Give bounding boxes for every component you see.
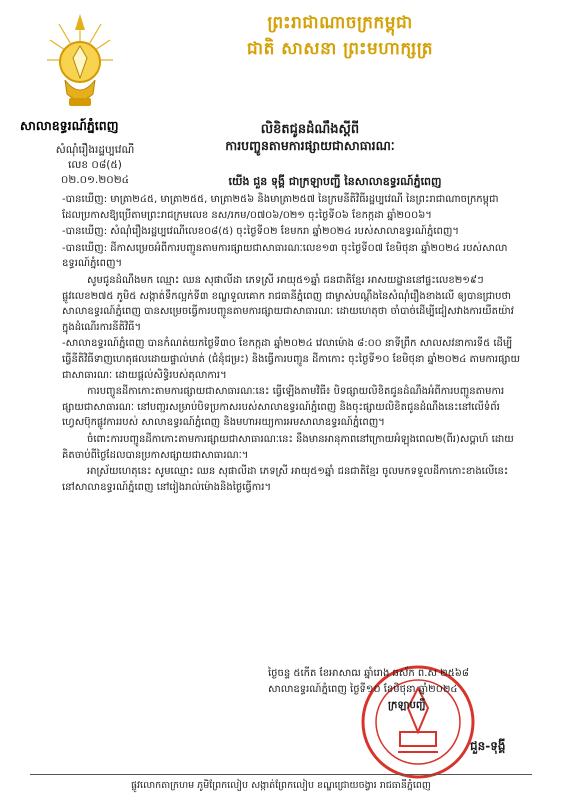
- document-body: [62, 192, 520, 496]
- paragraph-hearing: -សាលាឧទ្ធរណ៍ភ្នំពេញ បានកំណត់យកថ្ងៃទី៣០ ខែកក្កដា ឆ្នាំ២០២៤ វេលាម៉ោង ៨:០០ នាទីព្រឹក សាលសវនាការទី៥ ដើម្បីធ្វើនីតិវិធីទាញហេតុផលដោយផ្ទាល់មាត់ (ជំនុំជម្រះ) និងធ្វើការបញ្ជូន ដីកាកោះ ចុះថ្ងៃទី១០ ខែមិថុនា ឆ្នាំ២០២៤ តាមការផ្សាយជាសាធារណៈ ដោយផ្តល់សិទ្ធិរបស់តុលាការ។: [62, 338, 520, 381]
- document-subtitle: ការបញ្ចូនតាមការផ្សាយជាសាធារណៈ: [225, 138, 395, 153]
- paragraph-effect: ចំពោះការបញ្ជូនដីកាកោះតាមការផ្សាយជាសាធារណៈនេះ នឹងមានអានុភាពនៅក្រោយអំឡុងពេល២(ពីរ)សប្តាហ៍ ដោយគិតចាប់ពីថ្ងៃដែលបានប្រកាសផ្សាយជាសាធារណៈ។: [62, 433, 514, 461]
- signatory-role: ក្រឡាបញ្ជី: [388, 700, 426, 711]
- issuer-line: យើង ជួន ទុង្គី ជាក្រឡាបញ្ជី នៃសាលាឧទ្ធរណ៍ភ្នំពេញ: [228, 175, 442, 188]
- court-name: សាលាឧទ្ធរណ៍ភ្នំពេញ: [20, 118, 119, 133]
- signature-name: ជួន-ទុង្គី: [470, 739, 506, 753]
- paragraph-method: ការបញ្ចូនដីកាកោះតាមការផ្សាយជាសាធារណៈនេះ ធ្វើឡើងតាមវិធី៖ បិទផ្សាយលិខិតជូនដំណឹងអំពីការបញ្ជូនតាមការផ្សាយជាសាធារណៈ នៅបញ្ជរសម្រាប់បិទប្រកាសរបស់សាលាឧទ្ធរណ៍ភ្នំពេញ និងចុះផ្សាយលិខិតជូនដំណឹងនេះនៅលើទំព័រហ្វេសប៊ុកផ្លូវការរបស់ សាលាឧទ្ធរណ៍ភ្នំពេញ និងមហាអយ្យការអមសាលាឧទ្ធរណ៍ភ្នំពេញ។: [62, 386, 505, 429]
- place-date: សាលាឧទ្ធរណ៍ភ្នំពេញ ថ្ងៃទី១០ ខែមិថុនា ឆ្នាំ២០២៤: [268, 684, 458, 695]
- footer-divider: [30, 774, 532, 775]
- footer-address: ផ្លូវលោកតាក្រហម ភូមិព្រែកលៀប សង្កាត់ព្រែកលៀប ខណ្ឌជ្រោយចង្វារ រាជធានីភ្នំពេញ: [131, 780, 431, 791]
- royal-emblem-icon: [45, 10, 115, 112]
- paragraph-legal-basis-1: -បានឃើញ: មាត្រា២៤៥, មាត្រា២៥៥, មាត្រា២៥៦ និងមាត្រា២៥៧ នៃក្រមនីតិវិធីរដ្ឋប្បវេណី នៃព្រះរាជាណាចក្រកម្ពុជា ដែលប្រកាសឱ្យប្រើតាមព្រះរាជក្រមលេខ នស/រកម/០៧០៦/០២១ ចុះថ្ងៃទី០៦ ខែកក្កដា ឆ្នាំ២០០៦។: [62, 194, 499, 221]
- document-title: លិខិតជូនដំណឹងស្តីពី: [260, 122, 360, 137]
- case-reference: [30, 143, 160, 188]
- lunar-date: ថ្ងៃចន្ទ ៥កើត ខែអាសាឍ ឆ្នាំរោង ឆស័ក ព.ស ២៥៦៨: [268, 668, 469, 679]
- kingdom-heading: ព្រះរាជាណាចក្រកម្ពុជា: [267, 13, 413, 33]
- paragraph-legal-basis-3: -បានឃើញ: ដីកាសម្រេចអំពីការបញ្ជូនតាមការផ្សាយជាសាធារណៈលេខ១៣ ចុះថ្ងៃទី០៧ ខែមិថុនា ឆ្នាំ២០២៤ របស់សាលាឧទ្ធរណ៍ភ្នំពេញ។: [62, 242, 508, 270]
- case-number: លេខ ០៨(៥): [68, 159, 122, 171]
- paragraph-notice: សូមជូនដំណឹងមក ឈ្មោះ ឈន សុផាលីដា ភេទស្រី អាយុ៥១ឆ្នាំ ជនជាតិខ្មែរ អាសយដ្ឋាននៅផ្ទះលេខ២១៩ៗ ផ្លូវលេខ២៧៥ ភូមិ៥ សង្កាត់ទឹកល្អក់ទី៣ ខណ្ឌទួលគោក រាជធានីភ្នំពេញ ជាម្ចាស់បណ្តឹងនៃសំណុំរឿងខាងលើ ឲ្យបានជ្រាបថា សាលាឧទ្ធរណ៍ភ្នំពេញ បានសម្រេចធ្វើការបញ្ជូនតាមការផ្សាយជាសាធារណៈ ដោយហេតុថា ចាំបាច់ដើម្បីជៀសវាងការយឺតយ៉ាវក្នុងដំណើរការនីតិវិធី។: [62, 274, 514, 333]
- paragraph-legal-basis-2: -បានឃើញ: សំណុំរឿងរដ្ឋប្បវេណីលេខ០៨(៥) ចុះថ្ងៃទី០២ ខែមករា ឆ្នាំ២០២៤ របស់សាលាឧទ្ធរណ៍ភ្នំពេញ។: [62, 226, 459, 238]
- case-label: សំណុំរឿងរដ្ឋប្បវេណី: [55, 144, 135, 156]
- case-date: ០២.០១.២០២៤: [60, 174, 130, 186]
- national-motto: ជាតិ សាសនា ព្រះមហាក្សត្រ: [246, 39, 434, 59]
- closing-block: [268, 666, 518, 714]
- paragraph-conclusion: អាស្រ័យហេតុនេះ សូមឈ្មោះ ឈន សុផាលីដា ភេទស្រី អាយុ៥១ឆ្នាំ ជនជាតិខ្មែរ ចូលមកទទួលដីកាកោះខាងលើនេះនៅសាលាឧទ្ធរណ៍ភ្នំពេញ នៅរៀងរាល់ម៉ោងនិងថ្ងៃធ្វើការ។: [62, 466, 509, 493]
